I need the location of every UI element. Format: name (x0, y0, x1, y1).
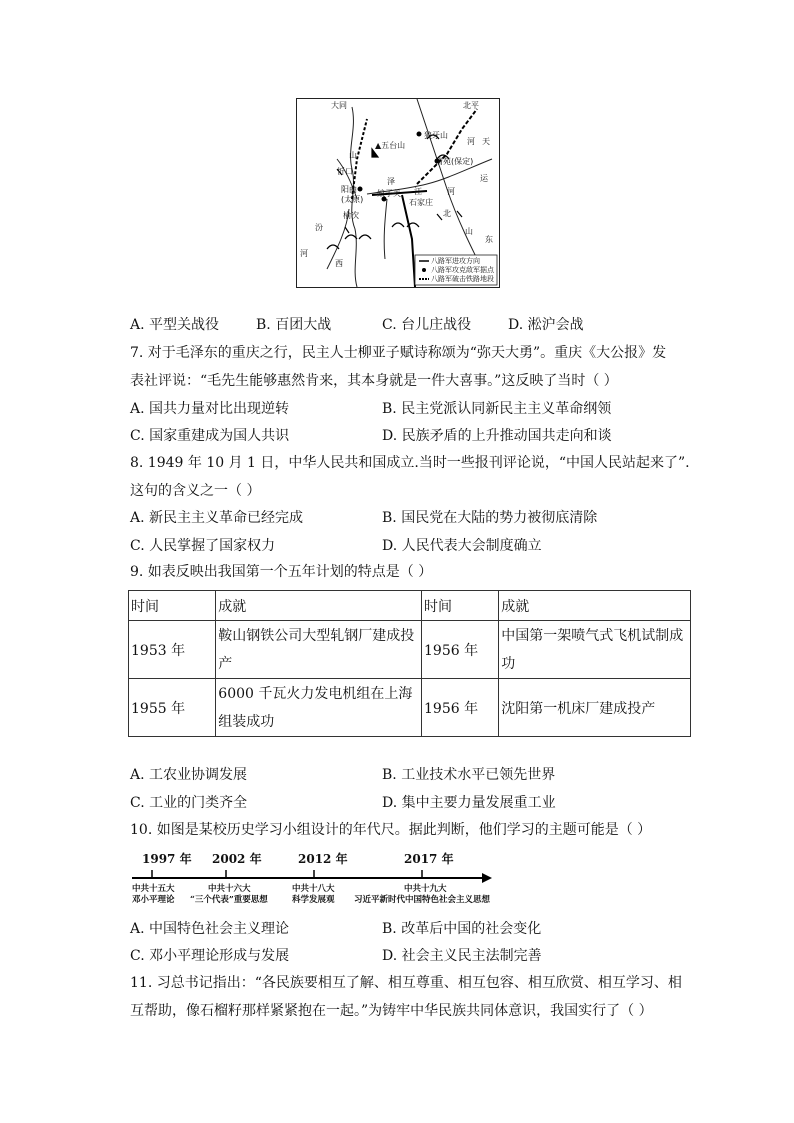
map-label-tian: 天 (482, 137, 490, 146)
table-row (129, 679, 691, 737)
timeline-year: 2012 年 (298, 852, 348, 866)
map-label-yun: 运 (480, 174, 488, 183)
timeline-year: 2017 年 (404, 852, 454, 866)
map-legend-item: 八路军进攻方向 (431, 257, 480, 265)
q10-option-c: C. 邓小平理论形成与发展 (130, 948, 290, 964)
map-label-shan: 山 (349, 151, 357, 160)
map-label-datong: 大同 (331, 101, 347, 110)
table-header-row (129, 591, 691, 621)
table-cell: 6000 千瓦火力发电机组在上海组装成功 (216, 679, 422, 737)
timeline-event-theory: 科学发展观 (292, 895, 335, 905)
table-header-cell: 成就 (216, 591, 422, 621)
map-label-wutaishan: ▲五台山 (375, 141, 406, 150)
map-label-shan2: 山 (465, 227, 473, 236)
map-label-he3: 河 (300, 249, 308, 258)
timeline-event-congress: 中共十五大 (132, 884, 175, 894)
map-label-ze: 泽 (387, 177, 395, 186)
table-cell: 1953 年 (129, 621, 216, 679)
timeline-event-theory: 邓小平理论 (132, 895, 175, 905)
q7-option-c: C. 国家重建成为国人共识 (130, 428, 290, 444)
table-row (129, 621, 691, 679)
map-label-dong: 东 (485, 235, 493, 244)
q6-option-b: B. 百团大战 (256, 317, 332, 333)
q6-option-d: D. 淞沪会战 (508, 317, 584, 333)
map-label-he1: 河 (467, 137, 475, 146)
q6-option-c: C. 台儿庄战役 (382, 317, 472, 333)
table-header-cell: 成就 (499, 591, 691, 621)
table-cell: 鞍山钢铁公司大型轧钢厂建成投产 (216, 621, 422, 679)
q7-option-a: A. 国共力量对比出现逆转 (130, 401, 290, 417)
map-label-yuci: 榆次 (343, 211, 359, 220)
timeline-event-congress: 中共十六大 (208, 884, 251, 894)
q9-option-c: C. 工业的门类齐全 (130, 795, 248, 811)
q8-option-a: A. 新民主主义革命已经完成 (130, 510, 304, 526)
q10-option-a: A. 中国特色社会主义理论 (130, 921, 290, 937)
map-label-xi: 西 (335, 259, 343, 268)
q7-option-b: B. 民主党派认同新民主主义革命纲领 (382, 401, 612, 417)
q10-option-b: B. 改革后中国的社会变化 (382, 921, 542, 937)
table-cell: 1956 年 (422, 679, 499, 737)
table-cell: 沈阳第一机床厂建成投产 (499, 679, 691, 737)
map-label-beiping: 北平 (463, 101, 479, 110)
q11-stem-line1: 11. 习总书记指出：“各民族要相互了解、相互尊重、相互包容、相互欣赏、相互学习、相 (130, 975, 682, 991)
map-label-he2: 河 (447, 187, 455, 196)
map-label-jiang: 江 (414, 187, 422, 196)
map-label-xinkou: 忻口 (337, 167, 353, 176)
timeline-year: 2002 年 (212, 852, 262, 866)
q11-stem-line2: 互帮助，像石榴籽那样紧紧抱在一起。”为铸牢中华民族共同体意识，我国实行了（ ） (130, 1003, 653, 1019)
q10-timeline (128, 848, 508, 908)
q7-stem-line1: 7. 对于毛泽东的重庆之行，民主人士柳亚子赋诗称颂为“弥天大勇”。重庆《大公报》发 (130, 345, 667, 361)
timeline-event-theory: “三个代表”重要思想 (190, 895, 268, 905)
map-legend-item: 八路军破击铁路地段 (431, 275, 494, 283)
map-label-taiyuan: (太原) (341, 195, 364, 204)
q9-option-a: A. 工农业协调发展 (130, 767, 248, 783)
q8-stem-line2: 这句的含义之一（ ） (130, 483, 261, 499)
q9-stem: 9. 如表反映出我国第一个五年计划的特点是（ ） (130, 564, 433, 580)
map-label-niangziguan: 娘子关 (377, 189, 401, 198)
q9-option-d: D. 集中主要力量发展重工业 (382, 795, 556, 811)
map-figure (296, 98, 500, 288)
map-label-shijiazhuang: 石家庄 (409, 198, 433, 207)
timeline-year: 1997 年 (142, 852, 192, 866)
table-cell: 1956 年 (422, 621, 499, 679)
table-cell: 1955 年 (129, 679, 216, 737)
timeline-event-congress: 中共十八大 (292, 884, 335, 894)
map-label-fen: 汾 (315, 223, 323, 232)
table-cell: 中国第一架喷气式飞机试制成功 (499, 621, 691, 679)
q9-option-b: B. 工业技术水平已领先世界 (382, 767, 556, 783)
q8-option-d: D. 人民代表大会制度确立 (382, 538, 542, 554)
q8-option-b: B. 国民党在大陆的势力被彻底清除 (382, 510, 598, 526)
map-label-qingyuan: 清苑(保定) (435, 157, 474, 166)
map-label-yangqu: 阳曲 (341, 185, 357, 194)
q8-stem-line1: 8. 1949 年 10 月 1 日，中华人民共和国成立.当时一些报刊评论说，“中国人民站起来了”. (130, 455, 690, 471)
map-legend-item: 八路军攻克敌军据点 (431, 266, 494, 274)
q10-stem: 10. 如图是某校历史学习小组设计的年代尺。据此判断，他们学习的主题可能是（ ） (130, 822, 652, 838)
q7-option-d: D. 民族矛盾的上升推动国共走向和谈 (382, 428, 612, 444)
q9-table (128, 590, 691, 737)
q6-option-a: A. 平型关战役 (130, 317, 220, 333)
table-header-cell: 时间 (129, 591, 216, 621)
table-header-cell: 时间 (422, 591, 499, 621)
q8-option-c: C. 人民掌握了国家权力 (130, 538, 276, 554)
map-label-langyashan: 狼牙山 (424, 131, 448, 140)
timeline-event-congress: 中共十九大 (404, 884, 447, 894)
map-label-bei: 北 (443, 209, 451, 218)
timeline-event-theory: 习近平新时代中国特色社会主义思想 (354, 895, 491, 905)
q7-stem-line2: 表社评说：“毛先生能够惠然肯来，其本身就是一件大喜事。”这反映了当时（ ） (130, 373, 618, 389)
q10-option-d: D. 社会主义民主法制完善 (382, 948, 542, 964)
